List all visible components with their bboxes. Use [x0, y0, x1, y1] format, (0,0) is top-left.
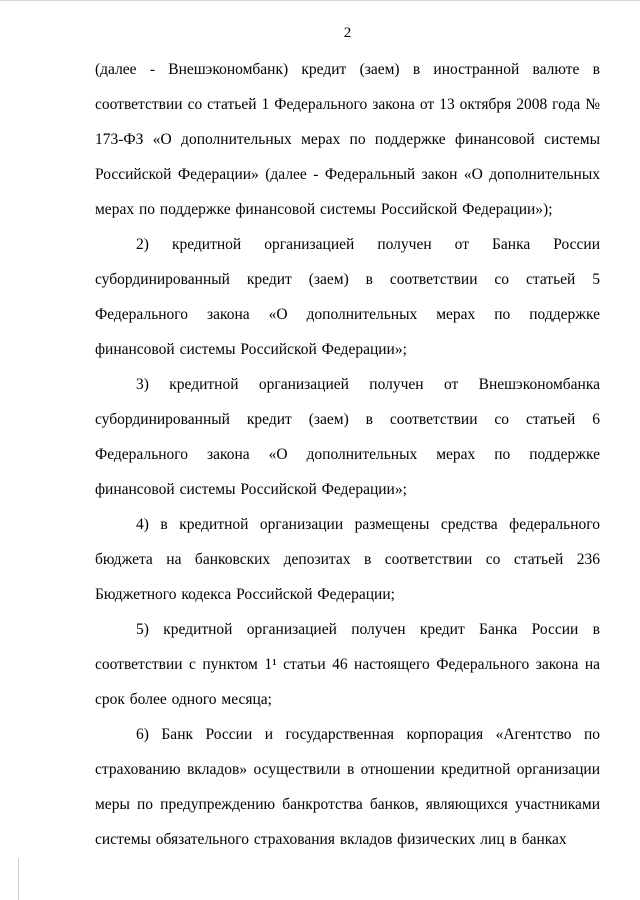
paragraph-item-2: 2) кредитной организацией получен от Банка России субординированный кредит (заем) в соответствии со статьей 5 Федерального закона «О дополнительных мерах по поддержке финансовой системы Российской Федерации»;	[95, 236, 600, 358]
paragraph-item-5: 5) кредитной организацией получен кредит Банка России в соответствии с пунктом 1¹ статьи 46 настоящего Федерального закона на срок более одного месяца;	[95, 621, 600, 708]
paragraph-item-6: 6) Банк России и государственная корпорация «Агентство по страхованию вкладов» осуществили в отношении кредитной организации меры по предупреждению банкротства банков, являющихся участниками системы обязательного страхования вкладов физических лиц в банках	[95, 726, 600, 848]
scan-edge-left	[18, 858, 19, 900]
paragraph-item-3: 3) кредитной организацией получен от Внешэкономбанка субординированный кредит (заем) в соответствии со статьей 6 Федерального закона «О дополнительных мерах по поддержке финансовой системы Российской Федерации»;	[95, 376, 600, 498]
paragraph-continuation: (далее - Внешэкономбанк) кредит (заем) в иностранной валюте в соответствии со статьей 1 Федерального закона от 13 октября 2008 года № 173-ФЗ «О дополнительных мерах по поддержке финансовой системы Российской Федерации» (далее - Федеральный закон «О дополнительных мерах по поддержке финансовой системы Российской Федерации»);	[95, 61, 600, 218]
scan-edge-top	[0, 0, 640, 1]
page-number: 2	[343, 25, 352, 41]
paragraph-item-4: 4) в кредитной организации размещены средства федерального бюджета на банковских депозитах в соответствии со статьей 236 Бюджетного кодекса Российской Федерации;	[95, 516, 600, 603]
